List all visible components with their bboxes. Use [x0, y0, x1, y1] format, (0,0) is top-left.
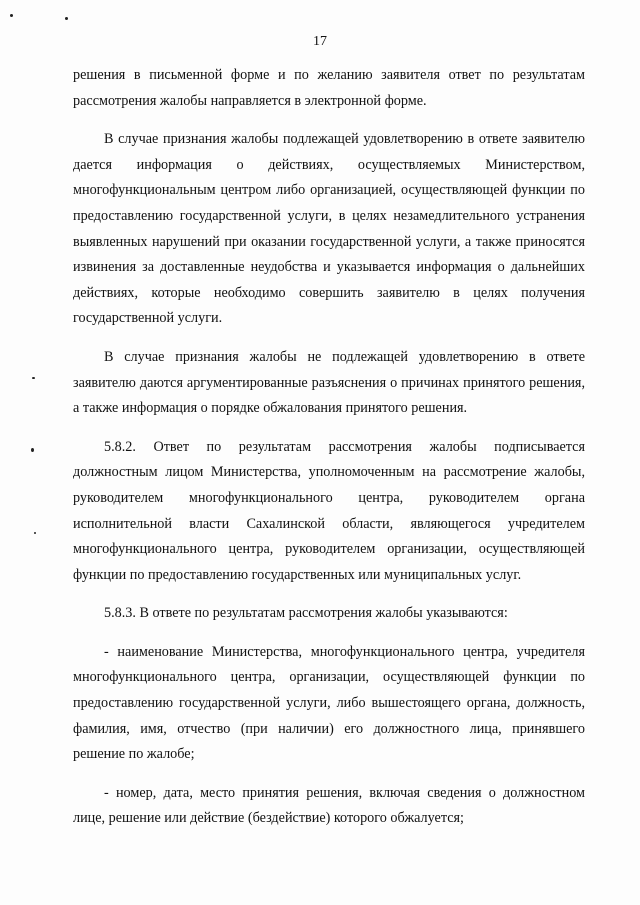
- paragraph: 5.8.2. Ответ по результатам рассмотрения жалобы подписывается должностным лицом Министерства, уполномоченным на рассмотрение жалобы, руководителем многофункционального центра, руководителем органа исполнительной власти Сахалинской области, являющегося учредителем многофункционального центра, руководителем организации, осуществляющей функции по предоставлению государственных или муниципальных услуг.: [73, 438, 585, 583]
- list-item: - наименование Министерства, многофункционального центра, учредителя многофункционального центра, организации, осуществляющей функции по предоставлению государственной услуги, либо вышестоящего органа, должность, фамилия, имя, отчество (при наличии) его должностного лица, принявшего решение по жалобе;: [73, 643, 585, 763]
- scan-artifact: [65, 17, 68, 20]
- scan-artifact: [31, 448, 34, 452]
- paragraph: В случае признания жалобы не подлежащей удовлетворению в ответе заявителю даются аргументированные разъяснения о причинах принятого решения, а также информация о порядке обжалования принятого решения.: [73, 348, 585, 417]
- paragraph: В случае признания жалобы подлежащей удовлетворению в ответе заявителю дается информация о действиях, осуществляемых Министерством, многофункциональным центром либо организацией, осуществляющей функции по предоставлению государственной услуги, в целях незамедлительного устранения выявленных нарушений при оказании государственной услуги, а также приносятся извинения за доставленные неудобства и указывается информация о дальнейших действиях, которые необходимо совершить заявителю в целях получения государственной услуги.: [73, 131, 585, 327]
- paragraph: решения в письменной форме и по желанию заявителя ответ по результатам рассмотрения жалобы направляется в электронной форме.: [73, 67, 585, 109]
- scan-artifact: [10, 14, 13, 17]
- list-item: - номер, дата, место принятия решения, включая сведения о должностном лице, решение или действие (бездействие) которого обжалуется;: [73, 784, 585, 827]
- scan-artifact: [32, 377, 35, 379]
- page-number: 17: [313, 34, 327, 49]
- body-text: [73, 63, 585, 845]
- scan-artifact: [34, 532, 36, 534]
- paragraph: 5.8.3. В ответе по результатам рассмотрения жалобы указываются:: [104, 605, 508, 622]
